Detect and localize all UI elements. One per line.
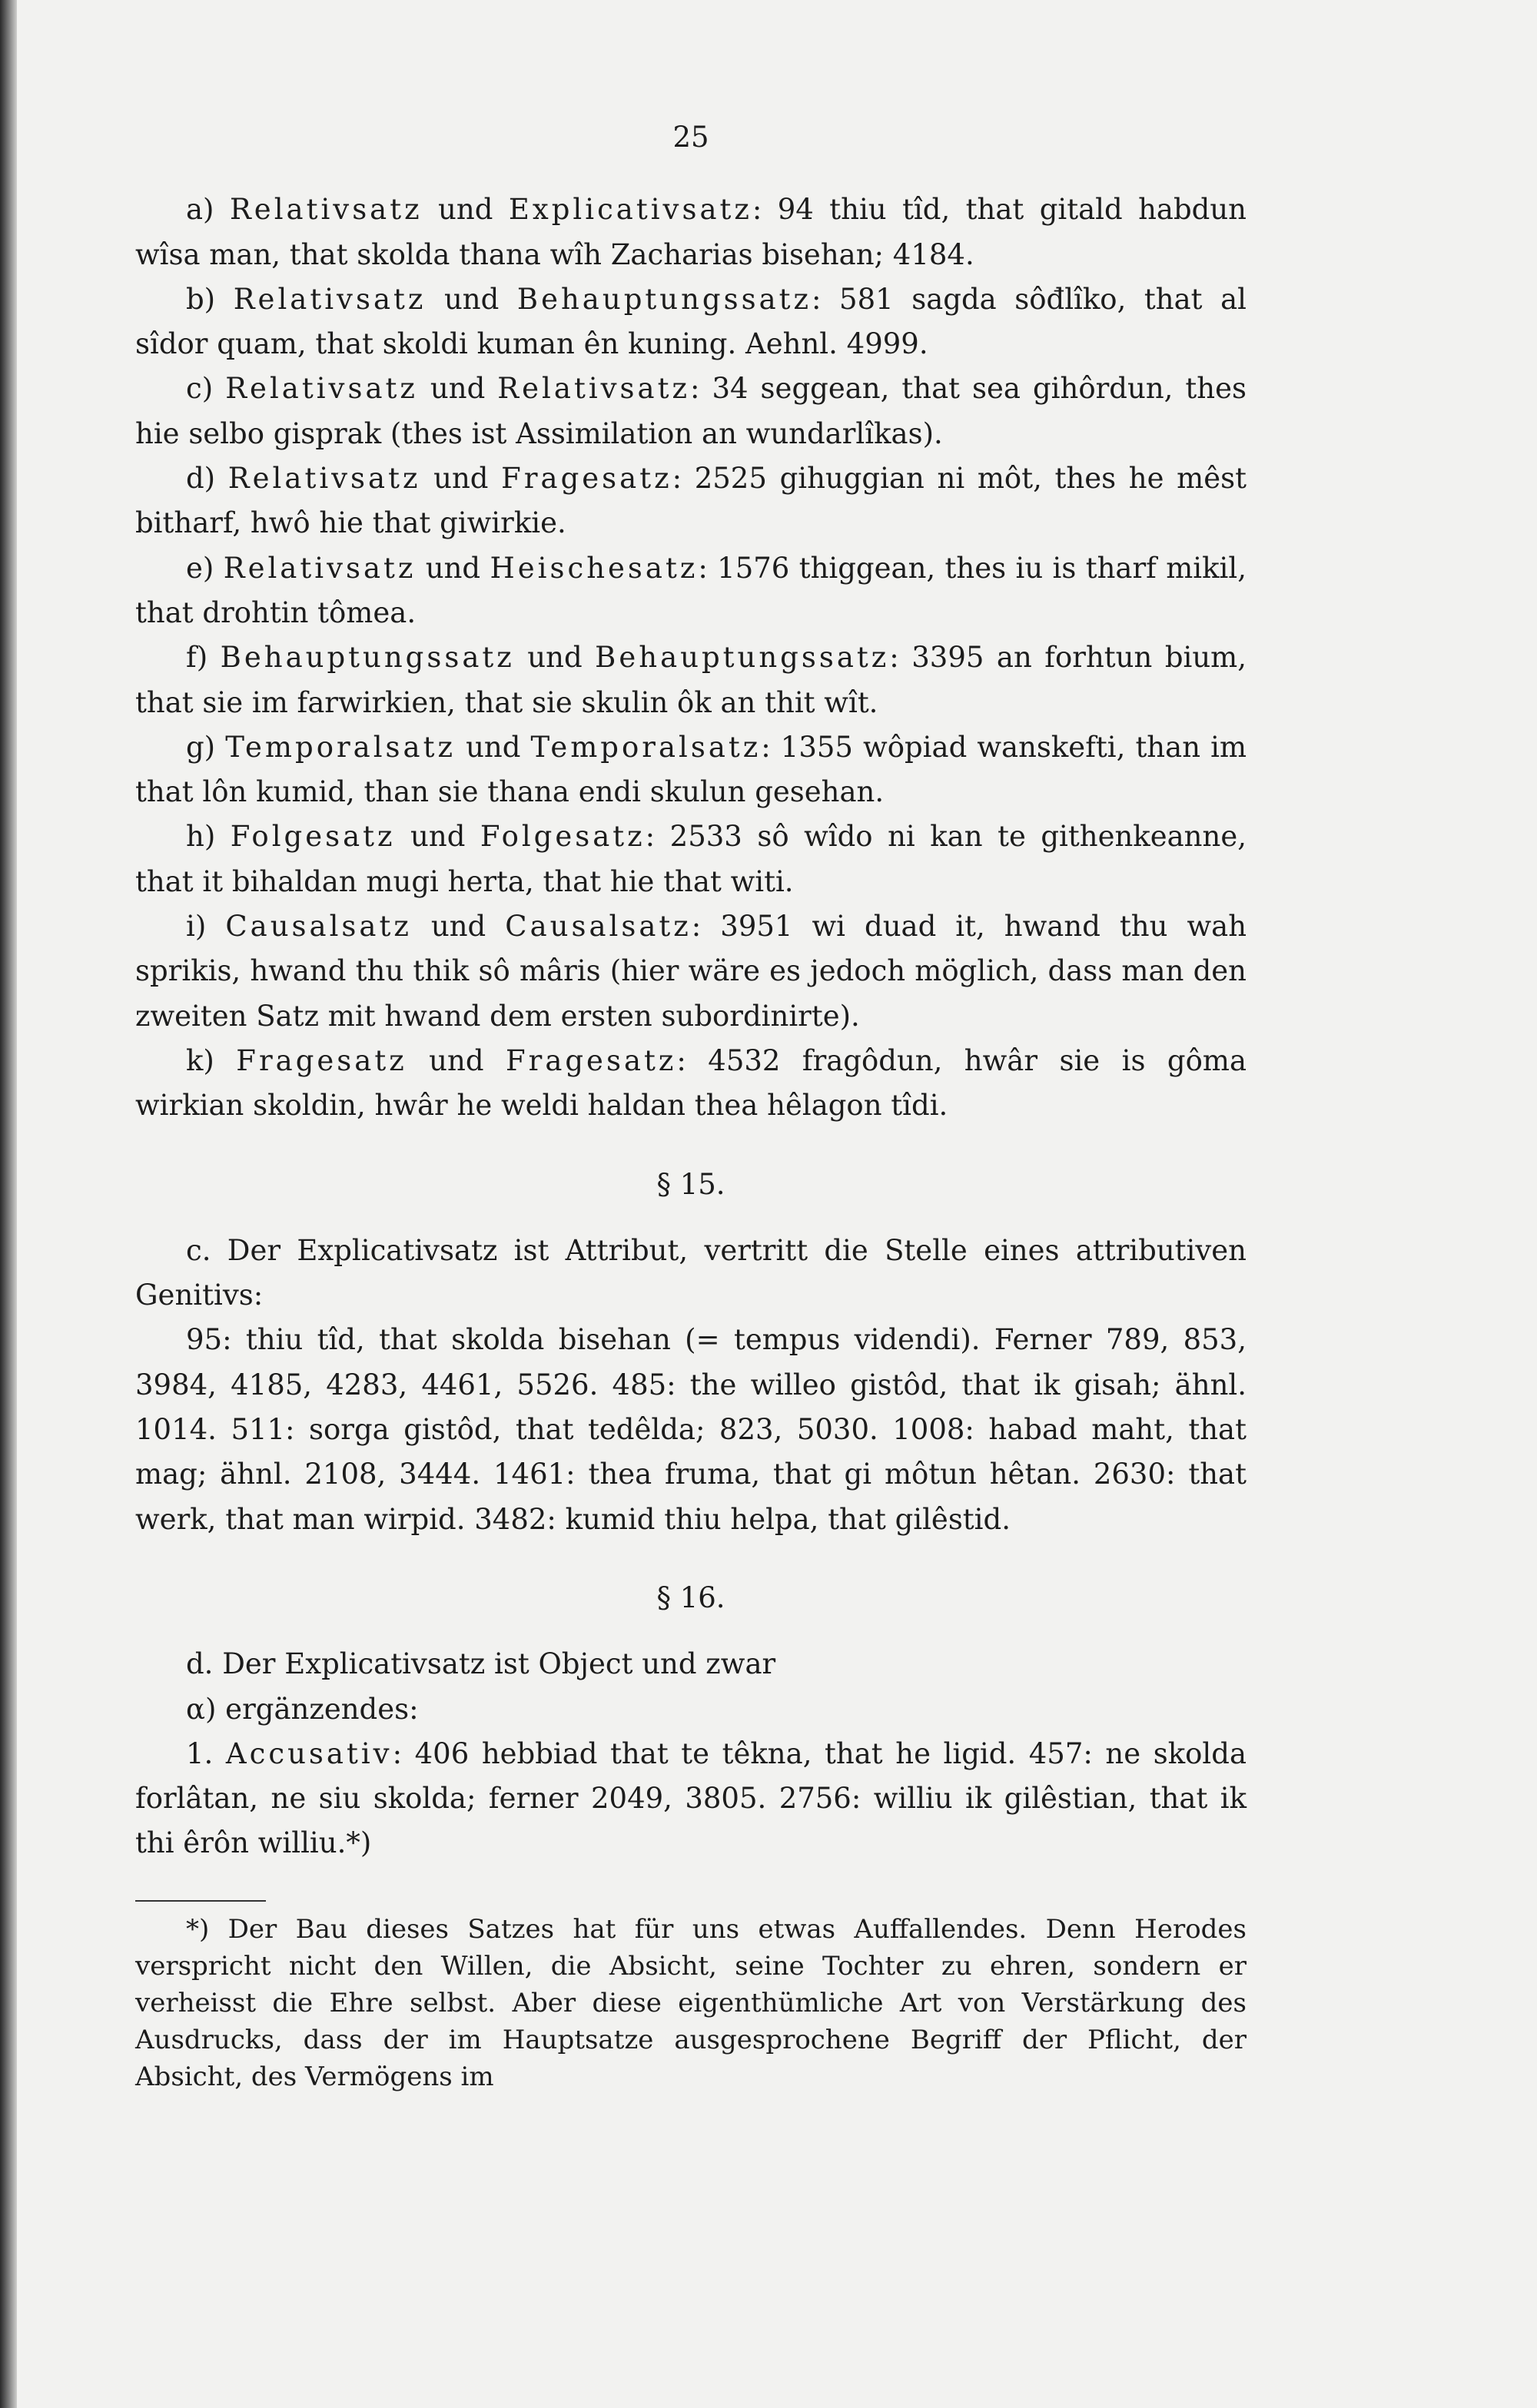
item-connector: und <box>443 282 500 316</box>
clause-item <box>135 546 1247 636</box>
item-text: : 406 hebbiad that te têkna, that he ligid. 457: ne skolda forlâtan, ne siu skolda; ferner 2049, 3805. 2756: williu ik gilêstian, that ik thi êrôn williu.*) <box>135 1736 1247 1860</box>
footnote-text: *) Der Bau dieses Satzes hat für uns etwas Auffallendes. Denn Herodes verspricht nicht den Willen, die Absicht, seine Tochter zu ehren, sondern er verheisst die Ehre selbst. Aber diese eigenthümliche Art von Verstärkung des Ausdrucks, dass der im Hauptsatze ausgesprochene Begriff der Pflicht, der Absicht, des Vermögens im <box>135 1913 1247 2092</box>
item-term-second: Fragesatz <box>501 462 672 496</box>
item-label: b) <box>186 282 216 316</box>
item-term-first: Fragesatz <box>236 1043 407 1077</box>
item-connector: und <box>429 1043 484 1077</box>
item-label: e) <box>186 551 214 585</box>
item-text: : 581 sagda sôđlîko, that al sîdor quam, that skoldi kuman ên kuning. Aehnl. 4999. <box>135 282 1247 361</box>
item-text: : 3395 an forhtun bium, that sie im farwirkien, that sie skulin ôk an thit wît. <box>135 641 1247 719</box>
clause-item <box>135 187 1247 277</box>
item-term-first: Relativsatz <box>225 372 418 406</box>
item-text: : 1355 wôpiad wanskefti, than im that lôn kumid, than sie thana endi skulun gesehan. <box>135 730 1247 809</box>
item-text: : 34 seggean, that sea gihôrdun, thes hie selbo gisprak (thes ist Assimilation an wundarlîkas). <box>135 372 1247 450</box>
clause-item <box>135 725 1247 815</box>
item-term-first: Behauptungssatz <box>220 641 515 675</box>
page-number: 25 <box>672 121 709 154</box>
item-term-second: Relativsatz <box>497 372 690 406</box>
clause-item <box>135 814 1247 904</box>
clause-item <box>135 456 1247 546</box>
item-text: : 2533 sô wîdo ni kan te githenkeanne, that it bihaldan mugi herta, that hie that witi. <box>135 820 1247 898</box>
item-connector: und <box>430 910 486 944</box>
footnote <box>135 1911 1247 2095</box>
item-term-first: Folgesatz <box>230 820 396 854</box>
section-15-body: 95: thiu tîd, that skolda bisehan (= tempus videndi). Ferner 789, 853, 3984, 4185, 4283, 4461, 5526. 485: the willeo gistôd, that ik gisah; ähnl. 1014. 511: sorga gistôd, that tedêlda; 823, 5030. 1008: habad maht, that mag; ähnl. 2108, 3444. 1461: thea fruma, that gi môtun hêtan. 2630: that werk, that man wirpid. 3482: kumid thiu helpa, that gilêstid. <box>135 1323 1247 1536</box>
item-term-second: Causalsatz <box>505 910 692 944</box>
item-text: : 3951 wi duad it, hwand thu wah sprikis, hwand thu thik sô mâris (hier wäre es jedoch möglich, dass man den zweiten Satz mit hwand dem ersten subordinirte). <box>135 910 1247 1033</box>
section-15-intro: c. Der Explicativsatz ist Attribut, vertritt die Stelle eines attributiven Genitivs: <box>135 1233 1247 1312</box>
item-term-first: Relativsatz <box>223 551 417 585</box>
clause-item <box>135 904 1247 1039</box>
section-16-item <box>135 1732 1247 1866</box>
item-term-second: Fragesatz <box>505 1043 677 1077</box>
section-16-intro: d. Der Explicativsatz ist Object und zwar <box>186 1647 776 1681</box>
clause-combination-list <box>135 187 1247 1128</box>
section-16-sub: α) ergänzendes: <box>186 1692 419 1726</box>
item-term-second: Folgesatz <box>480 820 646 854</box>
item-term-second: Temporalsatz <box>530 730 762 764</box>
item-term-second: Heischesatz <box>490 551 699 585</box>
clause-item <box>135 277 1247 367</box>
book-page <box>135 115 1247 2095</box>
item-term-first: Temporalsatz <box>225 730 456 764</box>
footnote-rule <box>135 1900 266 1902</box>
item-label: g) <box>186 730 216 764</box>
item-term-first: Relativsatz <box>233 282 427 316</box>
item-connector: und <box>425 551 481 585</box>
item-connector: und <box>433 462 489 496</box>
item-text: : 2525 gihuggian ni môt, thes he mêst bitharf, hwô hie that giwirkie. <box>135 462 1247 540</box>
clause-item <box>135 635 1247 725</box>
item-term: Accusativ <box>225 1736 393 1770</box>
item-text: : 1576 thiggean, thes iu is tharf mikil, that drohtin tômea. <box>135 551 1247 629</box>
scan-shadow-edge <box>0 0 17 2408</box>
item-term-second: Behauptungssatz <box>516 282 812 316</box>
item-term-first: Relativsatz <box>227 462 421 496</box>
item-label: f) <box>186 641 208 675</box>
section-heading-16: § 16. <box>656 1580 725 1614</box>
item-connector: und <box>466 730 521 764</box>
section-heading-15: § 15. <box>656 1167 725 1201</box>
item-term-first: Causalsatz <box>225 910 412 944</box>
item-term-second: Behauptungssatz <box>595 641 890 675</box>
item-term-first: Relativsatz <box>229 193 423 227</box>
item-label: 1. <box>186 1736 214 1770</box>
clause-item <box>135 1039 1247 1129</box>
item-connector: und <box>527 641 583 675</box>
item-label: d) <box>186 462 216 496</box>
item-text: : 94 thiu tîd, that gitald habdun wîsa man, that skolda thana wîh Zacharias bisehan; 4184. <box>135 193 1247 271</box>
item-label: k) <box>186 1043 214 1077</box>
item-label: c) <box>186 372 214 406</box>
item-label: h) <box>186 820 216 854</box>
item-label: i) <box>186 910 207 944</box>
item-connector: und <box>430 372 486 406</box>
item-connector: und <box>438 193 493 227</box>
item-text: : 4532 fragôdun, hwâr sie is gôma wirkian skoldin, hwâr he weldi haldan thea hêlagon tîdi. <box>135 1043 1247 1123</box>
item-label: a) <box>186 193 214 227</box>
clause-item <box>135 367 1247 456</box>
item-connector: und <box>410 820 466 854</box>
item-term-second: Explicativsatz <box>508 193 752 227</box>
